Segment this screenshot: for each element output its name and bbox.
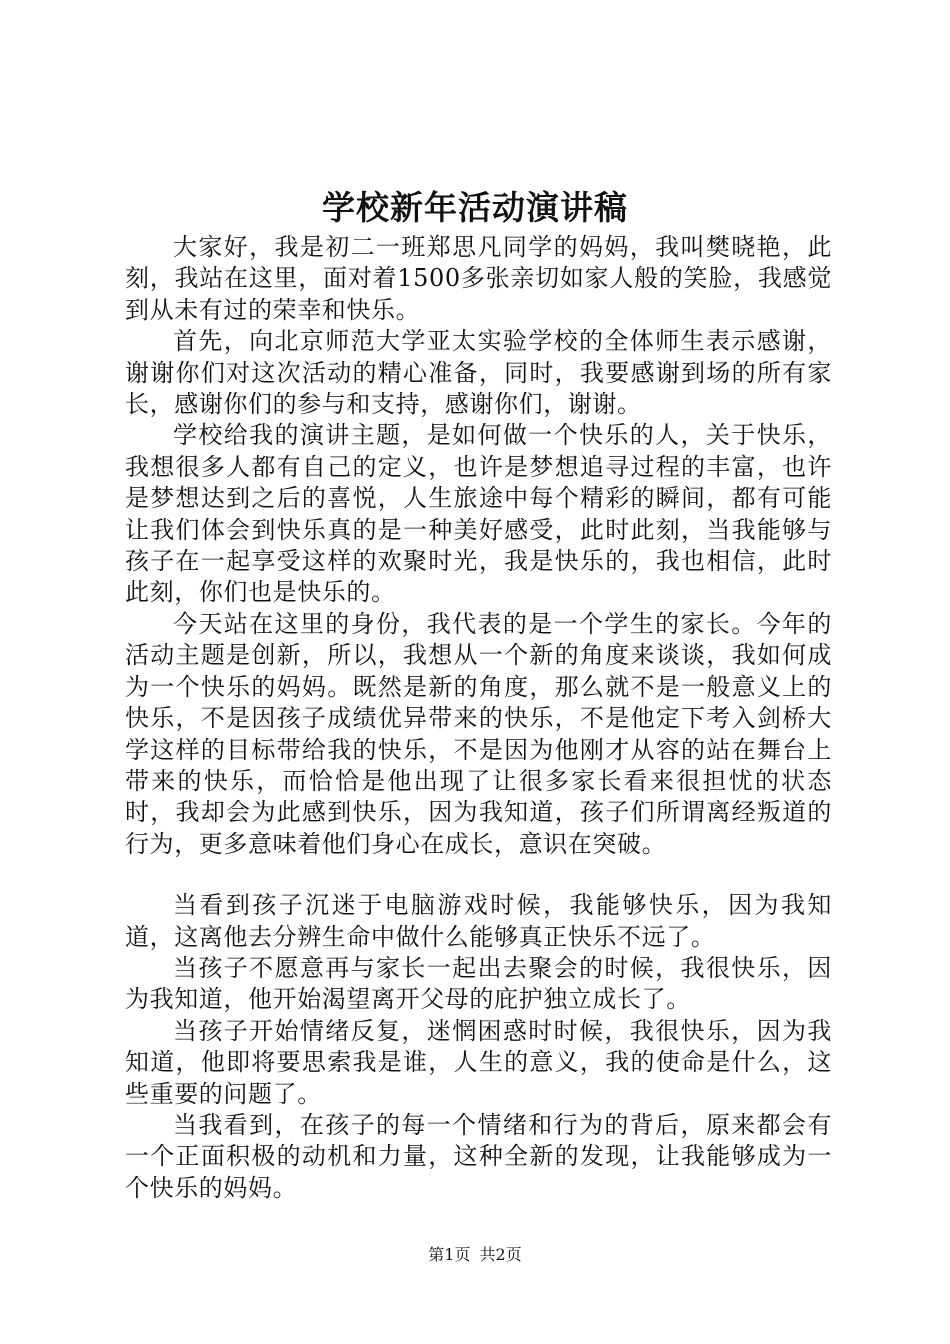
paragraph-thanks: 首先，向北京师范大学亚太实验学校的全体师生表示感谢，谢谢你们对这次活动的精心准备，同时，我要感谢到场的所有家长，感谢你们的参与和支持，感谢你们，谢谢。 xyxy=(125,327,832,419)
paragraph-identity: 今天站在这里的身份，我代表的是一个学生的家长。今年的活动主题是创新，所以，我想从一个新的角度来谈谈，我如何成为一个快乐的妈妈。既然是新的角度，那么就不是一般意义上的快乐，不是因孩子成绩优异带来的快乐，不是他定下考入剑桥大学这样的目标带给我的快乐，不是因为他刚才从容的站在舞台上带来的快乐，而恰恰是他出现了让很多家长看来很担忧的状态时，我却会为此感到快乐，因为我知道，孩子们所谓离经叛道的行为，更多意味着他们身心在成长，意识在突破。 xyxy=(125,609,832,858)
paragraph-games: 当看到孩子沉迷于电脑游戏时候，我能够快乐，因为我知道，这离他去分辨生命中做什么能够真正快乐不远了。 xyxy=(125,891,832,951)
paragraph-conclusion: 当我看到，在孩子的每一个情绪和行为的背后，原来都会有一个正面积极的动机和力量，这种全新的发现，让我能够成为一个快乐的妈妈。 xyxy=(125,1110,832,1202)
page-footer xyxy=(0,1243,950,1267)
paragraph-greeting: 大家好，我是初二一班郑思凡同学的妈妈，我叫樊晓艳，此刻，我站在这里，面对着1500多张亲切如家人般的笑脸，我感觉到从未有过的荣幸和快乐。 xyxy=(125,233,832,324)
page-total: 共2页 xyxy=(479,1245,522,1264)
page-number: 第1页 xyxy=(428,1245,471,1264)
document-title: 学校新年活动演讲稿 xyxy=(322,188,628,227)
paragraph-gap xyxy=(125,860,832,890)
paragraph-theme: 学校给我的演讲主题，是如何做一个快乐的人，关于快乐，我想很多人都有自己的定义，也许是梦想追寻过程的丰富，也许是梦想达到之后的喜悦，人生旅途中每个精彩的瞬间，都有可能让我们体会到快乐真的是一种美好感受，此时此刻，当我能够与孩子在一起享受这样的欢聚时光，我是快乐的，我也相信，此时此刻，你们也是快乐的。 xyxy=(125,421,832,607)
document-body xyxy=(125,232,832,1204)
paragraph-independence: 当孩子不愿意再与家长一起出去聚会的时候，我很快乐，因为我知道，他开始渴望离开父母的庇护独立成长了。 xyxy=(125,953,832,1014)
paragraph-confusion: 当孩子开始情绪反复，迷惘困惑时时候，我很快乐，因为我知道，他即将要思索我是谁，人生的意义，我的使命是什么，这些重要的问题了。 xyxy=(125,1016,832,1108)
